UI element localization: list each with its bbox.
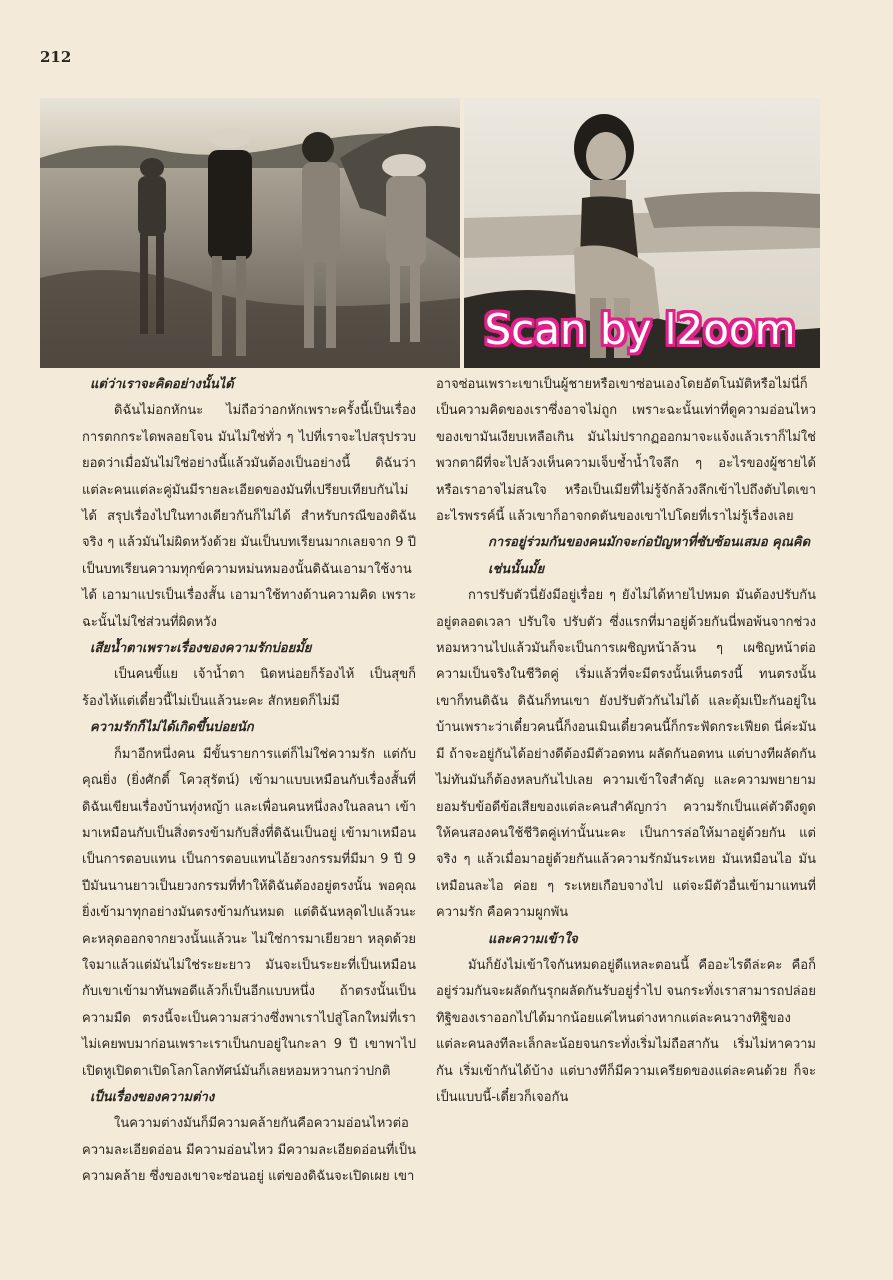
- scan-watermark: Scan by l2oom: [484, 305, 796, 354]
- question-heading: เป็นเรื่องของความต่าง: [90, 1089, 215, 1105]
- answer-paragraph-continued: อาจซ่อนเพราะเขาเป็นผู้ชายหรือเขาซ่อนเองโดยอัตโนมัติหรือไม่นี่ก็เป็นความคิดของเราซึ่งอาจไม่ถูก เพราะฉะนั้นเท่าที่ดูความอ่อนไหวของเขามันเงียบเหลือเกิน มันไม่ปรากฏออกมาจะแจ้งแล้วเราก็ไม่ใช่พวกตาผีที่จะไปล้วงเห็นความเจ็บช้ำน้ำใจลึก ๆ อะไรของผู้ชายได้ หรือเราอาจไม่สนใจ หรือเป็นเมียที่ไม่รู้จักล้วงลึกเข้าไปถึงตับไตเขาอะไรพรรค์นี้ แล้วเขาก็อาจกดดันของเขาไปโดยที่เราไม่รู้เรื่องเลย: [436, 377, 816, 525]
- question-heading: เสียน้ำตาเพราะเรื่องของความรักบ่อยมั้ย: [90, 641, 312, 657]
- answer-paragraph: การปรับตัวนี่ยังมีอยู่เรื่อย ๆ ยังไม่ได้หายไปหมด มันต้องปรับกันอยู่ตลอดเวลา ปรับใจ ปรับตัว ซึ่งแรกที่มาอยู่ด้วยกันนี่พอพ้นจากช่วงหอมหวานไปแล้วมันก็จะเป็นการเผชิญหน้าล้วน ๆ เผชิญหน้าต่อความเป็นจริงในชีวิตคู่ เริ่มแล้วที่จะมีตรงนั้นเห็นตรงนี้ ทนตรงนั้น เขาก็ทนดิฉัน ดิฉันก็ทนเขา ยังปรับตัวกันไม่ได้ และตุ้มเป๊ะกันอยู่ในบ้านเพราะว่าเดี๋ยวคนนี้ก็งอนเมินเดี๋ยวคนนี้ก็กระฟัดกระเฟียด นี่ค่ะมันมี ถ้าจะอยู่กันได้อย่างดีต้องมีตัวอดทน ผลัดกันอดทน แต่บางทีผลัดกันไม่ทันมันก็ต้องหลบกันไปเลย ความเข้าใจสำคัญ และความพยายามยอมรับข้อดีข้อเสียของแต่ละคนสำคัญกว่า ความรักเป็นแค่ตัวดึงดูดให้คนสองคนใช้ชีวิตคู่เท่านั้นนะคะ เป็นการล่อให้มาอยู่ด้วยกัน แต่จริง ๆ แล้วเมื่อมาอยู่ด้วยกันแล้วความรักมันระเหย มันเหมือนไอ มันเหมือนละไอ ค่อย ๆ ระเหยเกือบจางไป แต่จะมีตัวอื่นเข้ามาแทนที่ความรัก คือความผูกพัน: [436, 588, 816, 921]
- beach-children-image: [40, 98, 460, 368]
- question-heading: การอยู่ร่วมกันของคนมักจะก่อปัญหาที่ซับซ้อนเสมอ คุณคิดเช่นนั้นมั้ย: [488, 535, 811, 577]
- question-heading: ความรักก็ไม่ได้เกิดขึ้นบ่อยนัก: [90, 720, 254, 736]
- answer-paragraph: ในความต่างมันก็มีความคล้ายกันคือความอ่อนไหวต่อความละเอียดอ่อน มีความอ่อนไหว มีความละเอียดอ่อนที่เป็นความคล้าย ซึ่งของเขาจะซ่อนอยู่ แต่ของดิฉันจะเปิดเผย เขา: [82, 1116, 416, 1185]
- question-heading: และความเข้าใจ: [488, 931, 578, 947]
- beach-children-photo: [40, 98, 460, 368]
- page-number: 212: [40, 48, 72, 66]
- answer-paragraph: ดิฉันไม่อกหักนะ ไม่ถือว่าอกหักเพราะครั้งนี้เป็นเรื่องการตกกระไดพลอยโจน มันไม่ใช่ทั่ว ๆ ไปที่เราจะไปสรุปรวบยอดว่าเมื่อมันไม่ใช่อย่างนี้แล้วมันต้องเป็นอย่างนี้ ดิฉันว่าแต่ละคนแต่ละคู่มันมีรายละเอียดของมันที่เปรียบเทียบกันไม่ได้ สรุปเรื่องไปในทางเดียวกันก็ไม่ได้ สำหรับกรณีของดิฉัน จริง ๆ แล้วมันไม่ผิดหวังด้วย มันเป็นบทเรียนมากเลยจาก 9 ปี เป็นบทเรียนความทุกข์ความหม่นหมองนั้นดิฉันเอามาใช้งานได้ เอามาแปรเป็นเรื่องสั้น เอามาใช้ทางด้านความคิด เพราะฉะนั้นไม่ใช่ส่วนที่ผิดหวัง: [82, 403, 416, 630]
- right-text-column: [436, 372, 816, 1111]
- answer-paragraph: เป็นคนขี้แย เจ้าน้ำตา นิดหน่อยก็ร้องไห้ เป็นสุขก็ร้องไห้แต่เดี๋ยวนี้ไม่เป็นแล้วนะคะ สักหยดก็ไม่มี: [82, 667, 416, 709]
- answer-paragraph: ก็มาอีกหนึ่งคน มีขั้นรายการแต่ก็ไม่ใช่ความรัก แต่กับคุณยิ่ง (ยิ่งศักดิ์ โควสุรัตน์) เข้ามาแบบเหมือนกับเรื่องสั้นที่ดิฉันเขียนเรื่องบ้านทุ่งหญ้า และเพื่อนคนหนึ่งลงในลลนา เข้ามาเหมือนกับเป็นสิ่งตรงข้ามกับสิ่งที่ดิฉันเป็นอยู่ เข้ามาเหมือนเป็นการตอบแทน เป็นการตอบแทนไอ้ยวงกรรมที่มีมา 9 ปี 9 ปีมันนานยาวเป็นยวงกรรมที่ทำให้ดิฉันต้องอยู่ตรงนั้น พอคุณยิ่งเข้ามาทุกอย่างมันตรงข้ามกันหมด แต่ดิฉันหลุดไปแล้วนะคะหลุดออกจากยวงนั้นแล้วนะ ไม่ใช่การมาเยียวยา หลุดด้วยใจมาแล้วแต่มันไม่ใช่ระยะยาว มันจะเป็นระยะที่เป็นเหมือนกับเขาเข้ามาทันพอดีแล้วก็เป็นอีกแบบหนึ่ง ถ้าตรงนั้นเป็นความมืด ตรงนี้จะเป็นความสว่างซึ่งพาเราไปสู่โลกใหม่ที่เราไม่เคยพบมาก่อนเพราะเราเป็นกบอยู่ในกะลา 9 ปี เขาพาไปเปิดหูเปิดตาเปิดโลกโลกทัศน์มันก็เลยหอมหวานกว่าปกติ: [82, 746, 416, 1079]
- left-text-column: [82, 372, 416, 1191]
- answer-paragraph: มันก็ยังไม่เข้าใจกันหมดอยู่ดีแหละตอนนี้ คืออะไรดีล่ะคะ คือก็อยู่ร่วมกันจะผลัดกันรุกผลัดกันรับอยู่ร่ำไป จนกระทั่งเราสามารถปล่อยทิฐิของเราออกไปได้มากน้อยแค่ไหนต่างหากแต่ละคนวางทิฐิของแต่ละคนลงทีละเล็กละน้อยจนกระทั่งเริ่มไม่ถือสากัน เริ่มไม่หาความกัน เริ่มเข้ากันได้บ้าง แต่บางทีก็มีความเครียดของแต่ละคนด้วย ก็จะเป็นแบบนี้-เดี๋ยวก็เจอกัน: [436, 957, 816, 1105]
- question-heading: แต่ว่าเราจะคิดอย่างนั้นได้: [90, 377, 234, 392]
